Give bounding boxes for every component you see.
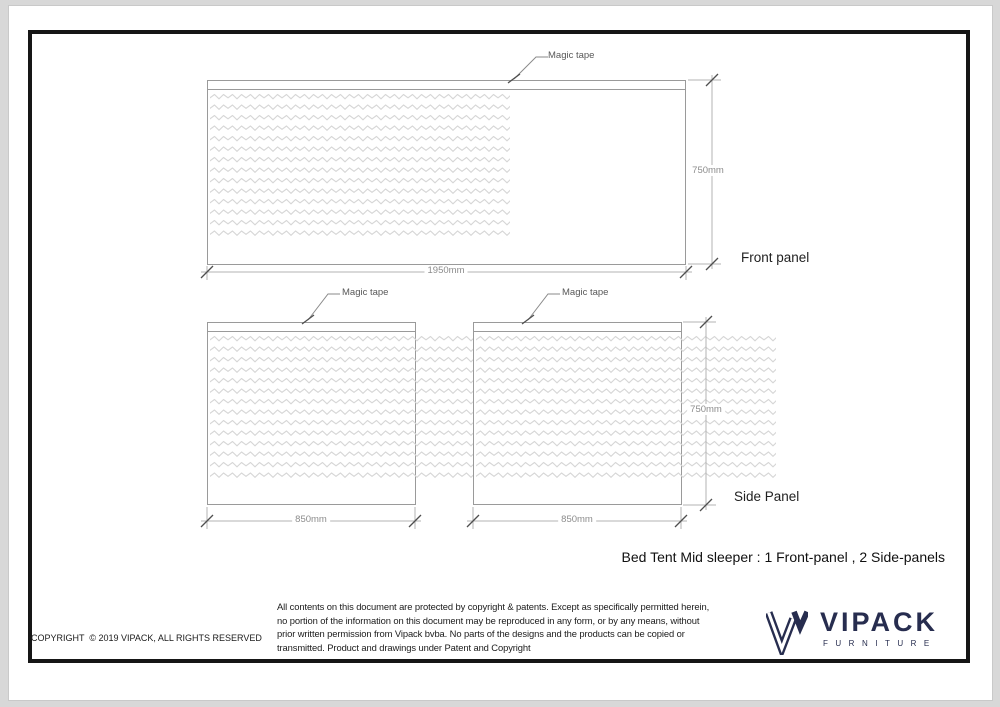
legal-line: no portion of the information on this document may be reproduced in any form, or by any means, without (277, 614, 700, 626)
magic-tape-label-side-left: Magic tape (342, 287, 389, 298)
front-panel-title: Front panel (741, 250, 810, 265)
brand-tagline: FURNITURE (823, 639, 937, 648)
side-panel-height-dimension: 750mm (687, 404, 725, 415)
vipack-logo (766, 607, 938, 655)
sheet-summary-text: Bed Tent Mid sleeper : 1 Front-panel , 2 Side-panels (621, 549, 945, 565)
brand-name: VIPACK (820, 607, 939, 637)
front-panel-height-dimension: 750mm (689, 165, 727, 176)
legal-line: prior written permission from Vipack bvba. No parts of the designs and the products can be copied or (277, 628, 685, 640)
magic-tape-strip (208, 81, 685, 90)
vipack-logo-icon (766, 607, 808, 655)
fabric-hatch-pattern (476, 333, 776, 483)
magic-tape-label-front: Magic tape (548, 50, 595, 61)
side-panel-left-width-dimension: 850mm (292, 514, 330, 525)
side-panel-left-drawing (207, 322, 416, 505)
fabric-hatch-pattern (210, 91, 510, 241)
legal-notice (277, 600, 709, 654)
front-panel-drawing (207, 80, 686, 265)
side-panel-right-drawing (473, 322, 682, 505)
vipack-logo-text (820, 607, 938, 648)
side-panel-right-width-dimension: 850mm (558, 514, 596, 525)
magic-tape-strip (208, 323, 415, 332)
side-panel-title: Side Panel (734, 489, 800, 504)
legal-line: All contents on this document are protected by copyright & patents. Except as specifically permitted herein, (277, 601, 710, 612)
legal-line: transmitted. Product and drawings under Patent and Copyright (277, 641, 531, 653)
magic-tape-strip (474, 323, 681, 332)
fabric-hatch-pattern (210, 333, 510, 483)
copyright-text: COPYRIGHT © 2019 VIPACK, ALL RIGHTS RESERVED (31, 633, 262, 643)
front-panel-width-dimension: 1950mm (425, 265, 468, 276)
magic-tape-label-side-right: Magic tape (562, 287, 609, 298)
